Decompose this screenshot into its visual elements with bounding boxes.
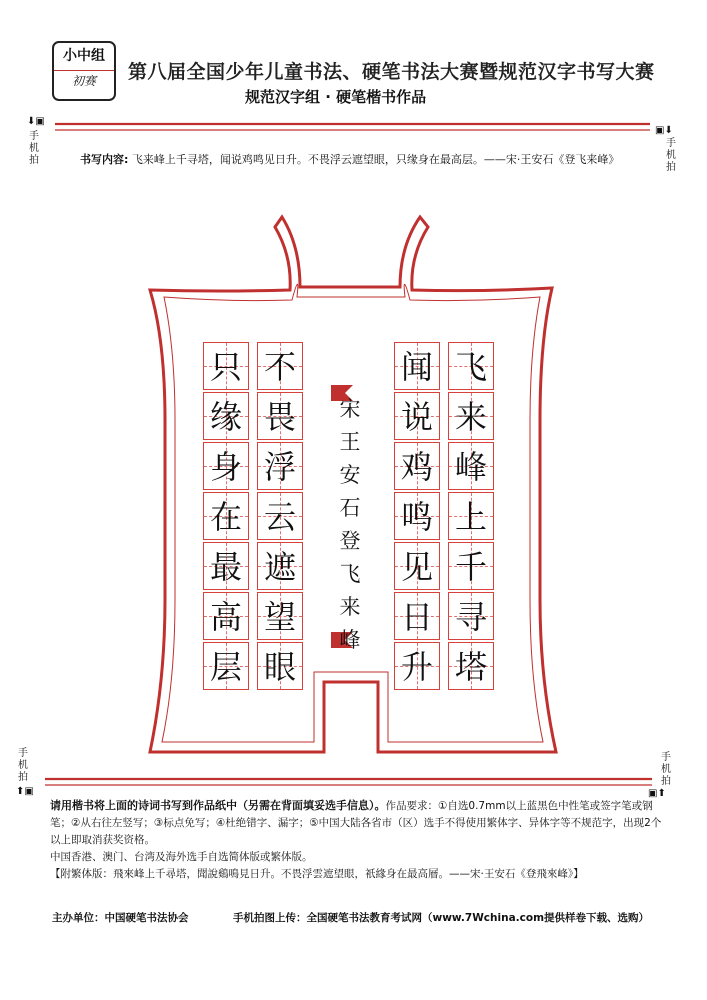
grid-character: 鸣	[400, 498, 433, 536]
grid-cell	[203, 442, 249, 490]
camera-icon: ⬆▣	[16, 786, 34, 797]
grid-character: 层	[209, 648, 242, 686]
grid-character: 遮	[263, 548, 296, 586]
grid-character: 在	[209, 498, 242, 536]
requirements-block	[50, 797, 665, 883]
grid-cell	[203, 492, 249, 540]
attribution-char: 峰	[339, 628, 361, 652]
writing-content	[80, 151, 619, 167]
camera-icon: ⬇▣	[27, 116, 45, 127]
attribution-char: 石	[339, 496, 361, 520]
grid-cell	[394, 642, 440, 690]
page-subtitle: 规范汉字组 · 硬笔楷书作品	[245, 88, 427, 106]
grid-character: 塔	[454, 648, 487, 686]
upload-info: 手机拍图上传：全国硬笔书法教育考试网（www.7Wchina.com提供样卷下载、选购）	[233, 912, 650, 924]
grid-character: 不	[263, 348, 296, 386]
grid-cell	[394, 442, 440, 490]
phone-label-bl: 手机拍	[18, 748, 28, 783]
grid-cell	[203, 592, 249, 640]
grid-cell	[448, 592, 494, 640]
grid-character: 闻	[400, 348, 433, 386]
writing-content-text: 飞来峰上千寻塔，闻说鸡鸣见日升。不畏浮云遮望眼，只缘身在最高层。——宋·王安石《登飞来峰》	[131, 153, 620, 166]
grid-cell	[448, 642, 494, 690]
attribution-char: 来	[339, 595, 361, 619]
grid-cell	[257, 492, 303, 540]
grid-character: 寻	[454, 598, 487, 636]
grid-cell	[394, 342, 440, 390]
grid-character: 眼	[263, 648, 296, 686]
attribution-char: 飞	[339, 562, 361, 586]
camera-icon: ▣⬆	[648, 788, 666, 799]
grid-cell	[394, 542, 440, 590]
grid-character: 鸡	[400, 448, 433, 486]
grid-cell	[203, 392, 249, 440]
grid-character: 畏	[263, 398, 296, 436]
grid-character: 只	[209, 348, 242, 386]
grid-cell	[448, 342, 494, 390]
attribution-char: 宋	[339, 397, 361, 421]
grid-character: 说	[400, 398, 433, 436]
attribution-char: 王	[339, 430, 361, 454]
grid-character: 升	[400, 648, 433, 686]
writing-content-label: 书写内容:	[80, 153, 129, 166]
grid-cell	[394, 392, 440, 440]
grid-character: 飞	[454, 348, 487, 386]
grid-cell	[203, 642, 249, 690]
requirements-line1: 作品要求：①自选0.7mm以上蓝黑色中性笔或签字笔或钢笔；②从右往左竖写；③标点免写；④杜绝错字、漏字；⑤中国大陆各省市（区）选手不得使用繁体字、异体字等不规范字，出现2个以上即取消获奖资格。	[50, 800, 662, 846]
grid-character: 浮	[263, 448, 296, 486]
grid-character: 身	[209, 448, 242, 486]
grid-cell	[448, 442, 494, 490]
grid-cell	[203, 342, 249, 390]
grid-cell	[257, 592, 303, 640]
grid-character: 缘	[209, 398, 242, 436]
organizer: 主办单位：中国硬笔书法协会	[52, 912, 189, 924]
phone-label-tl: 手机拍	[29, 131, 39, 166]
grid-cell	[257, 442, 303, 490]
grid-cell	[203, 542, 249, 590]
phone-label-br: 手机拍	[661, 752, 671, 787]
grid-character: 见	[400, 548, 433, 586]
grid-character: 来	[454, 398, 487, 436]
grid-character: 望	[263, 598, 296, 636]
grid-cell	[257, 642, 303, 690]
grid-cell	[448, 542, 494, 590]
grid-character: 峰	[454, 448, 487, 486]
attribution-column	[334, 393, 366, 657]
attribution-char: 安	[339, 463, 361, 487]
grid-character: 最	[209, 548, 242, 586]
attribution-char: 登	[339, 529, 361, 553]
grid-character: 高	[209, 598, 242, 636]
camera-icon: ▣⬇	[655, 125, 673, 136]
grid-character: 上	[454, 498, 487, 536]
grid-cell	[394, 492, 440, 540]
grid-character: 云	[263, 498, 296, 536]
grid-cell	[257, 392, 303, 440]
badge-stage: 初赛	[71, 74, 96, 88]
phone-label-tr: 手机拍	[666, 138, 676, 173]
requirements-line3: 【附繁体版：飛來峰上千尋塔，聞說鷄鳴見日升。不畏浮雲遮望眼，祇緣身在最高層。——宋·王安石《登飛來峰》】	[50, 868, 584, 880]
badge-group: 小中组	[54, 43, 114, 71]
grid-cell	[257, 342, 303, 390]
requirements-lead: 请用楷书将上面的诗词书写到作品纸中（另需在背面填妥选手信息）。	[50, 799, 386, 812]
grid-cell	[448, 392, 494, 440]
grid-character: 日	[400, 598, 433, 636]
grid-cell	[394, 592, 440, 640]
grid-character: 千	[454, 548, 487, 586]
requirements-line2: 中国香港、澳门、台湾及海外选手自选简体版或繁体版。	[50, 851, 313, 863]
page-title: 第八届全国少年儿童书法、硬笔书法大赛暨规范汉字书写大赛	[128, 61, 655, 83]
grid-cell	[448, 492, 494, 540]
grid-cell	[257, 542, 303, 590]
